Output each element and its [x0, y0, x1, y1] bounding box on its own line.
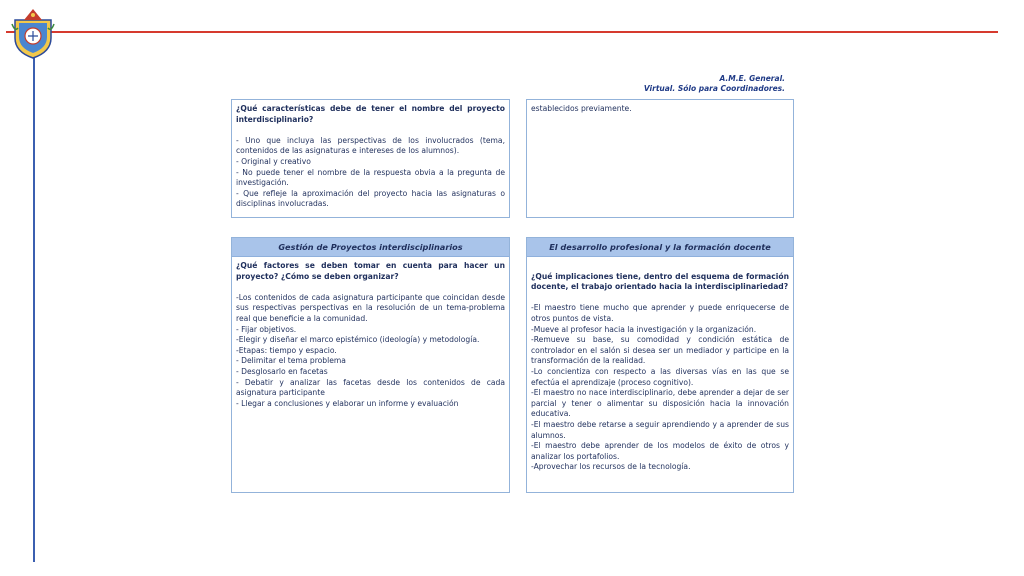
list-item: -Los contenidos de cada asignatura participante que coincidan desde sus respectivas perspectivas en la resolución de un tema-problema real que beneficie a la comunidad.	[236, 292, 505, 323]
header-note-line2: Virtual. Sólo para Coordinadores.	[643, 84, 785, 93]
list-item: -El maestro tiene mucho que aprender y puede enriquecerse de otros puntos de vista.	[531, 303, 789, 323]
header-note	[644, 74, 785, 94]
box-project-management	[231, 237, 510, 493]
left-blue-rule	[33, 40, 35, 562]
box-title: El desarrollo profesional y la formación docente	[527, 238, 793, 257]
list-item: -El maestro no nace interdisciplinario, debe aprender a dejar de ser parcial y tener o alimentar su disposición hacia la innovación educativa.	[531, 388, 789, 419]
list-item: - Delimitar el tema problema	[236, 356, 346, 366]
list-item: -Mueve al profesor hacia la investigación y la organización.	[531, 324, 757, 334]
box-title: Gestión de Proyectos interdisciplinarios	[232, 238, 509, 257]
list-item: - Fijar objetivos.	[236, 324, 297, 334]
school-crest-icon	[10, 6, 56, 60]
list-item: -El maestro debe aprender de los modelos de éxito de otros y analizar los portafolios.	[531, 441, 789, 461]
list-item: - Debatir y analizar las facetas desde los contenidos de cada asignatura participante	[236, 377, 505, 398]
list-item: -Lo concientiza con respecto a las diversas vías en las que se efectúa el aprendizaje (proceso cognitivo).	[531, 366, 789, 387]
box-continuation	[526, 99, 794, 218]
list-item: -El maestro debe retarse a seguir aprendiendo y a aprender de sus alumnos.	[531, 419, 789, 440]
list-item: - Original y creativo	[236, 156, 311, 166]
list-item: - Llegar a conclusiones y elaborar un informe y evaluación	[236, 398, 459, 408]
list-item: - Desglosarlo en facetas	[236, 366, 328, 376]
top-red-rule	[6, 31, 998, 33]
list-item: -Etapas: tiempo y espacio.	[236, 345, 337, 355]
header-note-line1: A.M.E. General.	[719, 74, 785, 83]
box-name-characteristics	[231, 99, 510, 218]
box-question: ¿Qué implicaciones tiene, dentro del esquema de formación docente, el trabajo orientado hacia la interdisciplinariedad?	[531, 271, 789, 292]
box-question: ¿Qué características debe de tener el nombre del proyecto interdisciplinario?	[236, 104, 505, 124]
list-item: - No puede tener el nombre de la respuesta obvia a la pregunta de investigación.	[236, 167, 505, 188]
box-text: establecidos previamente.	[531, 104, 632, 113]
list-item: - Uno que incluya las perspectivas de los involucrados (tema, contenidos de las asignaturas e intereses de los alumnos).	[236, 135, 505, 156]
list-item: -Elegir y diseñar el marco epistémico (ideología) y metodología.	[236, 335, 480, 345]
box-professional-development	[526, 237, 794, 493]
box-question: ¿Qué factores se deben tomar en cuenta para hacer un proyecto? ¿Cómo se deben organizar?	[236, 261, 505, 281]
list-item: -Aprovechar los recursos de la tecnología.	[531, 462, 691, 472]
list-item: -Remueve su base, su comodidad y condición estática de controlador en el salón si desea ser un mediador y participe en la transformación de la realidad.	[531, 335, 789, 366]
list-item: - Que refleje la aproximación del proyecto hacia las asignaturas o disciplinas involucradas.	[236, 188, 505, 209]
